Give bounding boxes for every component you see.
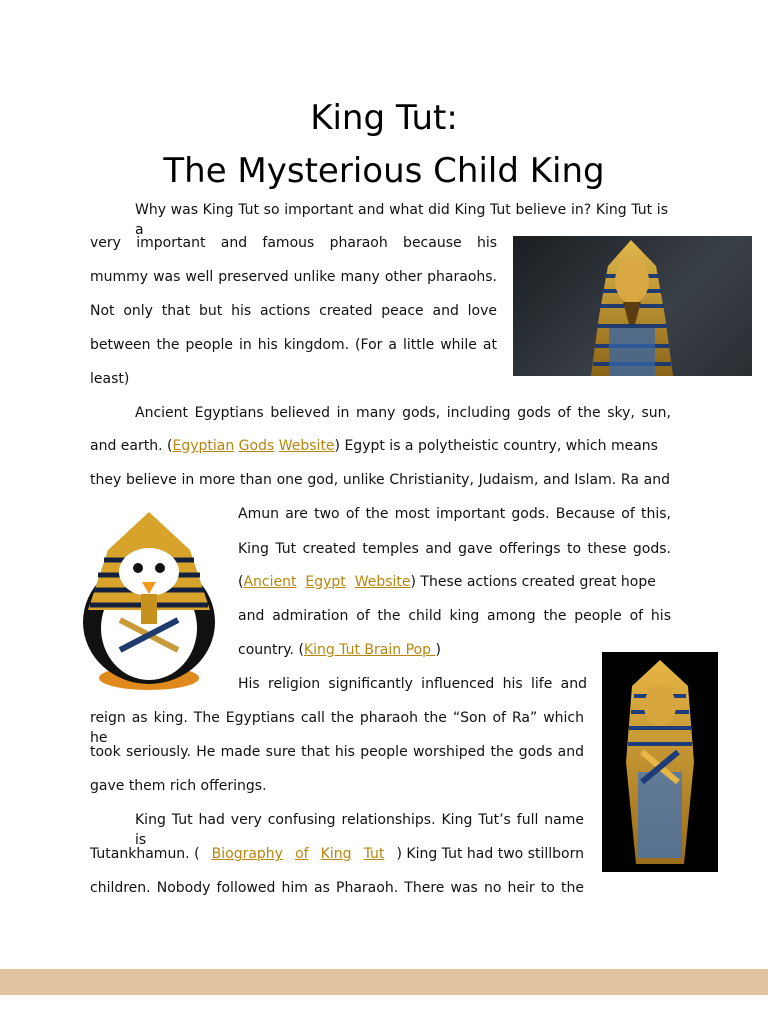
- pharaoh-penguin-image: [68, 510, 230, 694]
- p4-line-1: King Tut had very confusing relationships. King Tut’s full name is: [135, 812, 584, 848]
- p2-line-6-wrap: [238, 572, 656, 592]
- p2-line-2: [90, 436, 658, 456]
- egypt-link[interactable]: Egypt: [305, 574, 346, 590]
- gods-link[interactable]: Gods: [238, 438, 275, 454]
- p4-line-2-text-a: Tutankhamun. (: [90, 846, 200, 862]
- p1-line-4: Not only that but his actions created peace and love: [90, 303, 497, 319]
- p2-line-2-text-b: ) Egypt is a polytheistic country, which means: [334, 438, 658, 454]
- website-link-2[interactable]: Website: [354, 574, 411, 590]
- p3-line-1: His religion significantly influenced his life and: [238, 676, 587, 692]
- p2-line-8: [238, 640, 441, 660]
- king-link[interactable]: King: [320, 846, 352, 862]
- biography-link[interactable]: Biography: [211, 846, 283, 862]
- p2-line-1: Ancient Egyptians believed in many gods, including gods of the sky, sun,: [135, 405, 671, 421]
- of-link[interactable]: of: [295, 846, 309, 862]
- p4-line-3: children. Nobody followed him as Pharaoh. There was no heir to the: [90, 880, 584, 896]
- p1-line-5: between the people in his kingdom. (For a little while at: [90, 337, 497, 353]
- p1-line-3: mummy was well preserved unlike many other pharaohs.: [90, 269, 497, 285]
- p2-line-3: they believe in more than one god, unlike Christianity, Judaism, and Islam. Ra and: [90, 472, 670, 488]
- p3-line-4: gave them rich offerings.: [90, 778, 267, 794]
- p3-line-2: reign as king. The Egyptians call the pharaoh the “Son of Ra” which he: [90, 710, 584, 746]
- p2-line-2-text-a: and earth. (: [90, 438, 173, 454]
- p4-line-2-text-b: ) King Tut had two stillborn: [396, 846, 584, 862]
- p2-line-6-text-b: ) These actions created great hope: [410, 574, 656, 590]
- king-tut-mask-image: [513, 236, 752, 376]
- brain-pop-link[interactable]: King Tut Brain Pop: [303, 642, 436, 658]
- tut-link[interactable]: Tut: [363, 846, 385, 862]
- p1-line-1: Why was King Tut so important and what did King Tut believe in? King Tut is a: [135, 202, 668, 238]
- p1-line-2: very important and famous pharaoh because his: [90, 235, 497, 251]
- p3-line-3: took seriously. He made sure that his people worshiped the gods and: [90, 744, 584, 760]
- egyptian-link[interactable]: Egyptian: [172, 438, 235, 454]
- king-tut-sarcophagus-image: [602, 652, 718, 872]
- p2-line-8-text-a: country. (: [238, 642, 304, 658]
- p4-line-2: [90, 844, 584, 864]
- p2-line-8-text-b: ): [435, 642, 441, 658]
- p2-line-6-text-a: (: [238, 574, 244, 590]
- ancient-link[interactable]: Ancient: [243, 574, 297, 590]
- title-line-1: King Tut:: [310, 98, 458, 138]
- footer-bar: [0, 969, 768, 995]
- p2-line-4: Amun are two of the most important gods. Because of this,: [238, 506, 671, 522]
- p2-line-7: and admiration of the child king among the people of his: [238, 608, 671, 624]
- p1-line-6: least): [90, 371, 130, 387]
- p2-line-5: King Tut created temples and gave offerings to these gods.: [238, 541, 671, 557]
- title-line-2: The Mysterious Child King: [163, 151, 605, 191]
- p2-line-6: [238, 572, 671, 592]
- website-link[interactable]: Website: [278, 438, 335, 454]
